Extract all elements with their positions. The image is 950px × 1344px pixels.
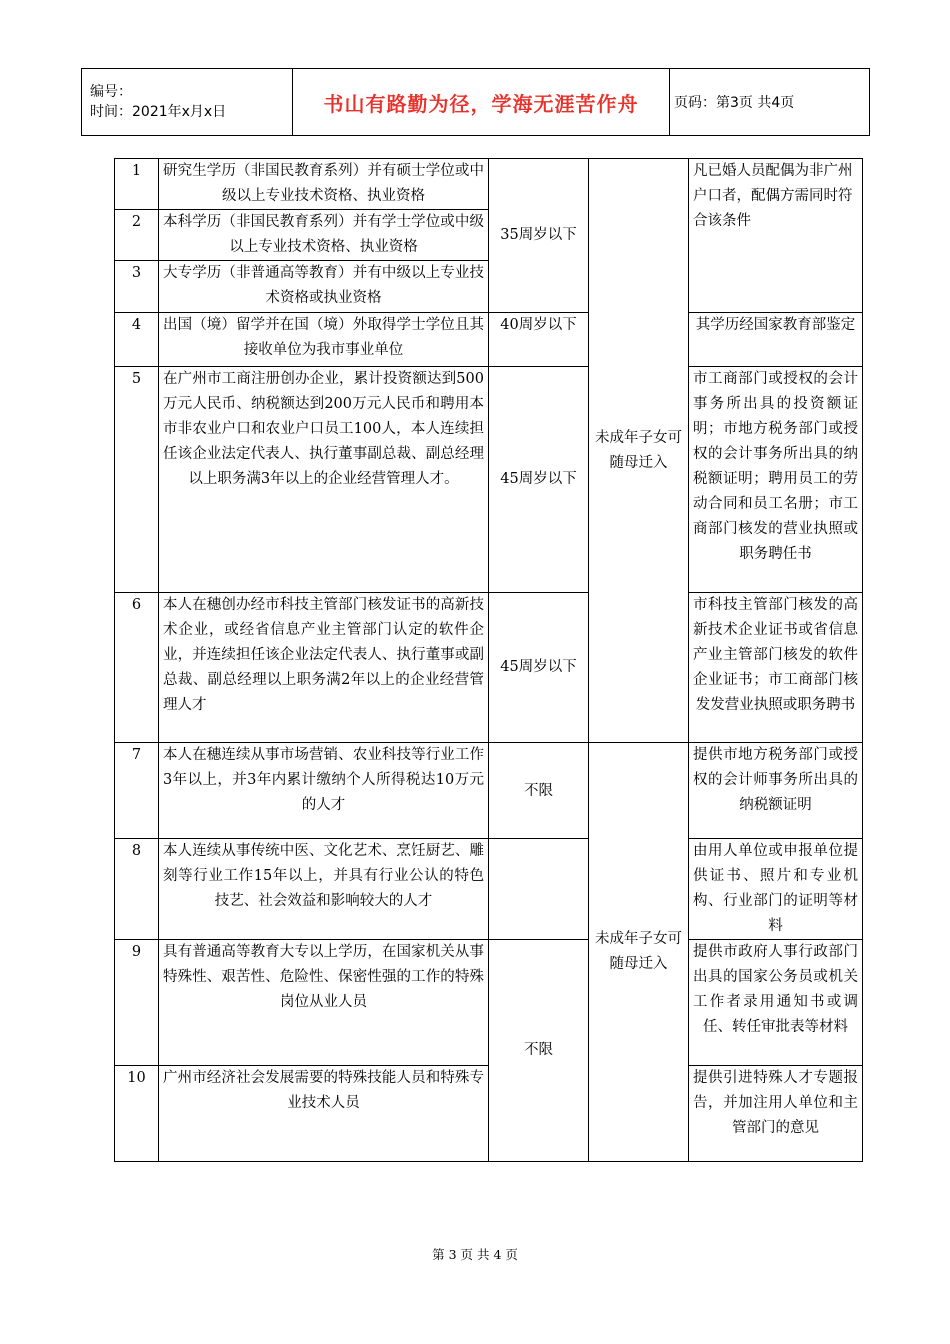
- required-materials: 由用人单位或申报单位提供证书、照片和专业机构、行业部门的证明等材料: [689, 839, 863, 940]
- table-row: [115, 367, 863, 593]
- row-number: 8: [115, 839, 159, 940]
- row-number: 6: [115, 593, 159, 743]
- header-motto: 书山有路勤为径，学海无涯苦作舟: [293, 69, 670, 136]
- required-materials: 市科技主管部门核发的高新技术企业证书或省信息产业主管部门核发的软件企业证书；市工商部门核发发营业执照或职务聘书: [689, 593, 863, 743]
- age-limit: 45周岁以下: [489, 593, 589, 743]
- children-policy: 未成年子女可随母迁入: [589, 159, 689, 743]
- table-row: [115, 159, 863, 210]
- table-row: [115, 839, 863, 940]
- row-requirement: 具有普通高等教育大专以上学历，在国家机关从事特殊性、艰苦性、危险性、保密性强的工作的特殊岗位从业人员: [159, 940, 489, 1066]
- row-requirement: 本人在穗连续从事市场营销、农业科技等行业工作3年以上，并3年内累计缴纳个人所得税达10万元的人才: [159, 743, 489, 839]
- row-number: 4: [115, 313, 159, 367]
- table-row: [115, 940, 863, 1066]
- talent-criteria-table: [114, 158, 863, 1162]
- required-materials: 市工商部门或授权的会计事务所出具的投资额证明；市地方税务部门或授权的会计事务所出具的纳税额证明；聘用员工的劳动合同和员工名册；市工商部门核发的营业执照或职务聘任书: [689, 367, 863, 593]
- required-materials: 凡已婚人员配偶为非广州户口者，配偶方需同时符合该条件: [689, 159, 863, 313]
- row-requirement: 研究生学历（非国民教育系列）并有硕士学位或中级以上专业技术资格、执业资格: [159, 159, 489, 210]
- required-materials: 提供市政府人事行政部门出具的国家公务员或机关工作者录用通知书或调任、转任审批表等材料: [689, 940, 863, 1066]
- age-limit: 不限: [489, 743, 589, 839]
- row-requirement: 大专学历（非普通高等教育）并有中级以上专业技术资格或执业资格: [159, 261, 489, 313]
- header-meta: [82, 69, 293, 136]
- header-page-number: 页码：第3页 共4页: [670, 69, 870, 136]
- row-number: 9: [115, 940, 159, 1066]
- document-number: 编号：: [90, 84, 132, 100]
- row-number: 3: [115, 261, 159, 313]
- row-requirement: 在广州市工商注册创办企业，累计投资额达到500万元人民币、纳税额达到200万元人民币和聘用本市非农业户口和农业户口员工100人，本人连续担任该企业法定代表人、执行董事副总裁、副总经理以上职务满3年以上的企业经营管理人才。: [159, 367, 489, 593]
- table-row: [115, 313, 863, 367]
- age-limit-empty: [489, 839, 589, 940]
- row-requirement: 广州市经济社会发展需要的特殊技能人员和特殊专业技术人员: [159, 1066, 489, 1162]
- age-limit: 45周岁以下: [489, 367, 589, 593]
- age-limit: 35周岁以下: [489, 159, 589, 313]
- document-time: 时间：2021年x月x日: [90, 104, 227, 120]
- required-materials: 提供市地方税务部门或授权的会计师事务所出具的纳税额证明: [689, 743, 863, 839]
- children-policy: 未成年子女可随母迁入: [589, 743, 689, 1162]
- table-row: [115, 593, 863, 743]
- row-number: 1: [115, 159, 159, 210]
- page-footer: 第 3 页 共 4 页: [432, 1247, 518, 1262]
- row-requirement: 出国（境）留学并在国（境）外取得学士学位且其接收单位为我市事业单位: [159, 313, 489, 367]
- row-number: 7: [115, 743, 159, 839]
- row-number: 2: [115, 210, 159, 261]
- row-requirement: 本人在穗创办经市科技主管部门核发证书的高新技术企业，或经省信息产业主管部门认定的软件企业，并连续担任该企业法定代表人、执行董事或副总裁、副总经理以上职务满2年以上的企业经营管理人才: [159, 593, 489, 743]
- age-limit: 40周岁以下: [489, 313, 589, 367]
- age-limit: 不限: [489, 940, 589, 1162]
- required-materials: 其学历经国家教育部鉴定: [689, 313, 863, 367]
- row-number: 10: [115, 1066, 159, 1162]
- row-requirement: 本人连续从事传统中医、文化艺术、烹饪厨艺、雕刻等行业工作15年以上，并具有行业公认的特色技艺、社会效益和影响较大的人才: [159, 839, 489, 940]
- row-requirement: 本科学历（非国民教育系列）并有学士学位或中级以上专业技术资格、执业资格: [159, 210, 489, 261]
- required-materials: 提供引进特殊人才专题报告，并加注用人单位和主管部门的意见: [689, 1066, 863, 1162]
- table-row: [115, 743, 863, 839]
- page-header: [81, 68, 870, 136]
- row-number: 5: [115, 367, 159, 593]
